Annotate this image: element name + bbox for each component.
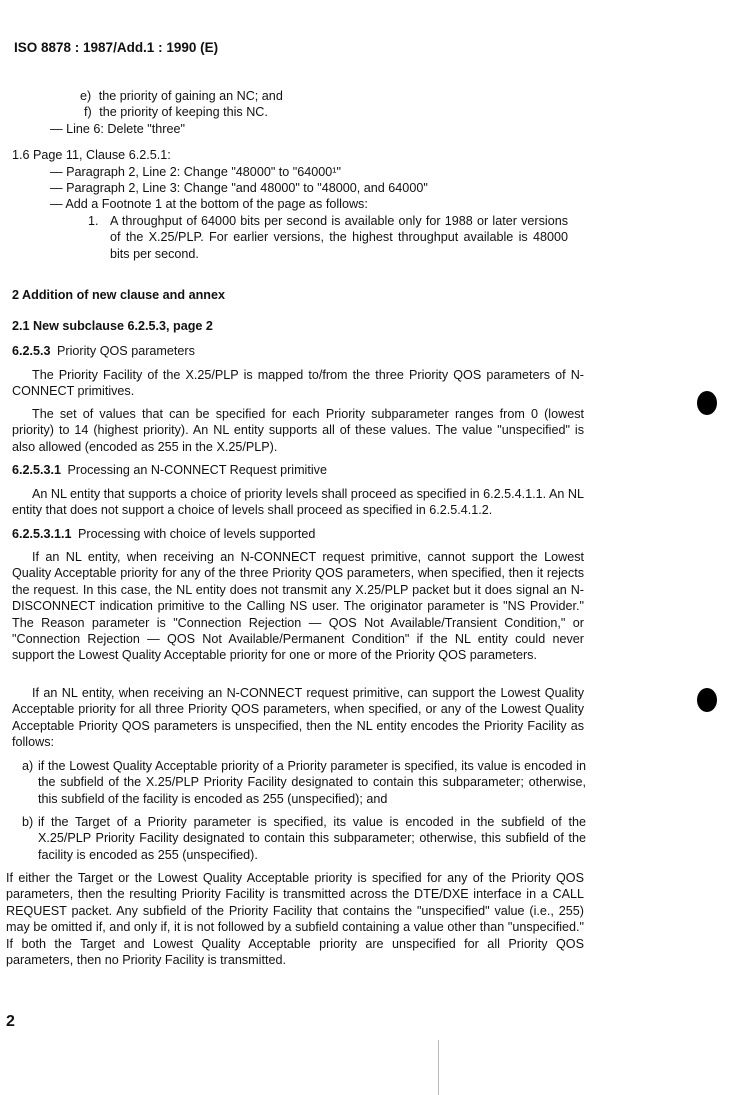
paragraph: If an NL entity, when receiving an N-CONNECT request primitive, cannot support the Lowest Quality Acceptable priority for any of the three Priority QOS parameters, when specified, then it rejects the request. In this case, the NL entity does not transmit any X.25/PLP packet but it does signal an N-DISCONNECT indication primitive to the Calling NS user. The originator parameter is "NS Provider." The Reason parameter is "Connection Rejection — QOS Not Available/Transient Condition," or "Connection Rejection — QOS Not Available/Permanent Condition" if the NL entity could never support the Lowest Quality Acceptable priority for one or more of the Priority QOS parameters. (12, 550, 584, 663)
paragraph: If either the Target or the Lowest Quality Acceptable priority is specified for any of the Priority QOS parameters, then the resulting Priority Facility is transmitted across the DTE/DXE interface in a CALL REQUEST packet. Any subfield of the Priority Facility that contains the "unspecified" value (i.e., 255) may be omitted if, and only if, it is not followed by a subfield containing a value other than "unspecified." If both the Target and Lowest Quality Acceptable priority are unspecified for all Priority QOS parameters, then no Priority Facility is transmitted. (6, 871, 584, 968)
edit-instruction: — Paragraph 2, Line 2: Change "48000" to "64000¹" (50, 165, 341, 179)
list-text: if the Target of a Priority parameter is specified, its value is encoded in the subfield of the X.25/PLP Priority Facility designated to contain this subparameter; otherwise, this subfield of the facility is encoded as 255 (unspecified). (38, 815, 586, 862)
list-text: the priority of keeping this NC. (99, 105, 268, 119)
footnote-text: A throughput of 64000 bits per second is available only for 1988 or later versions of the X.25/PLP. For earlier versions, the highest throughput available is 48000 bits per second. (110, 214, 568, 261)
subclause-title: Processing with choice of levels supported (78, 527, 316, 541)
subclause-title: Priority QOS parameters (57, 344, 195, 358)
list-text: if the Lowest Quality Acceptable priority of a Priority parameter is specified, its value is encoded in the subfield of the X.25/PLP Priority Facility designated to contain this subparameter; otherwise, this subfield of the facility is encoded as 255 (unspecified); and (38, 759, 586, 806)
section-heading-2-1: 2.1 New subclause 6.2.5.3, page 2 (12, 319, 213, 333)
subclause-number: 6.2.5.3 (12, 344, 51, 358)
list-label: b) (22, 815, 34, 829)
subclause-number: 6.2.5.3.1.1 (12, 527, 72, 541)
section-heading-1-6: 1.6 Page 11, Clause 6.2.5.1: (12, 148, 171, 162)
footnote-number: 1. (88, 214, 99, 228)
document-header: ISO 8878 : 1987/Add.1 : 1990 (E) (14, 40, 219, 55)
edit-instruction: — Paragraph 2, Line 3: Change "and 48000" to "48000, and 64000" (50, 181, 428, 195)
list-label: a) (22, 759, 34, 773)
paragraph: An NL entity that supports a choice of priority levels shall proceed as specified in 6.2.5.4.1.1. An NL entity that does not support a choice of levels shall proceed as specified in 6.2.5.4.1.2. (12, 487, 584, 518)
list-item (22, 758, 586, 807)
subclause-heading-6-2-5-3-1-1 (12, 526, 315, 542)
list-item (80, 88, 283, 104)
paragraph: The Priority Facility of the X.25/PLP is mapped to/from the three Priority QOS parameters of N-CONNECT primitives. (12, 368, 584, 399)
list-label: f) (84, 105, 92, 119)
edit-instruction: — Line 6: Delete "three" (50, 122, 185, 136)
list-item (22, 814, 586, 863)
change-marker-dot (697, 688, 717, 712)
subclause-title: Processing an N-CONNECT Request primitive (67, 463, 327, 477)
section-heading-2: 2 Addition of new clause and annex (12, 288, 225, 302)
paragraph: The set of values that can be specified for each Priority subparameter ranges from 0 (lowest priority) to 14 (highest priority). An NL entity supports all of these values. The value "unspecified" is also allowed (encoded as 255 in the X.25/PLP). (12, 407, 584, 454)
page-number: 2 (6, 1013, 15, 1030)
scan-line (438, 1040, 439, 1095)
subclause-heading-6-2-5-3 (12, 343, 195, 359)
subclause-number: 6.2.5.3.1 (12, 463, 62, 477)
paragraph: If an NL entity, when receiving an N-CONNECT request primitive, can support the Lowest Quality Acceptable priority for all three Priority QOS parameters, when specified, or any of the Lowest Quality Acceptable Priority QOS parameters is unspecified, then the NL entity encodes the Priority Facility as follows: (12, 686, 584, 750)
list-text: the priority of gaining an NC; and (98, 89, 283, 103)
edit-instruction: — Add a Footnote 1 at the bottom of the page as follows: (50, 197, 368, 211)
list-item (84, 104, 268, 120)
list-label: e) (80, 89, 92, 103)
change-marker-dot (697, 391, 717, 415)
subclause-heading-6-2-5-3-1 (12, 462, 327, 478)
